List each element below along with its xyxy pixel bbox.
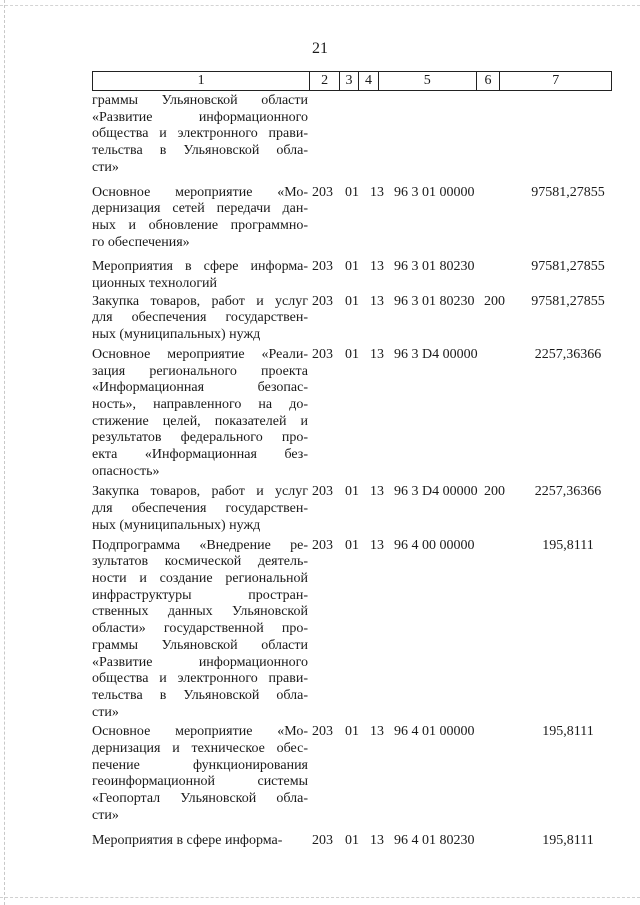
- row-name-line: сти»: [92, 159, 119, 175]
- row-name-line: области» государственной про-: [92, 621, 308, 637]
- row-col-7: 97581,27855: [531, 293, 605, 309]
- row-col-4: 13: [370, 484, 384, 500]
- row-name-line: Основное мероприятие «Реали-: [92, 346, 308, 362]
- row-name-line: го обеспечения»: [92, 234, 190, 250]
- row-col-3: 01: [345, 484, 359, 500]
- row-name-line: дернизация сетей передачи дан-: [92, 201, 308, 217]
- row-name-line: Мероприятия в сфере информа-: [92, 259, 308, 275]
- row-name: [92, 294, 308, 344]
- row-name-line: инфраструктуры простран-: [92, 587, 308, 603]
- table-row: [92, 833, 612, 850]
- header-col-7: 7: [499, 72, 611, 90]
- row-name-line: Закупка товаров, работ и услуг: [92, 293, 308, 309]
- row-name-line: екта «Информационная без-: [92, 447, 308, 463]
- row-col-3: 01: [345, 537, 359, 553]
- row-col-5: 96 4 01 80230: [394, 832, 475, 848]
- row-col-5: 96 3 01 00000: [394, 184, 475, 200]
- header-col-3: 3: [339, 72, 358, 90]
- row-name-line: Мероприятия в сфере информа-: [92, 832, 283, 848]
- row-col-3: 01: [345, 724, 359, 740]
- row-name-line: Основное мероприятие «Мо-: [92, 184, 308, 200]
- row-col-4: 13: [370, 346, 384, 362]
- table-row: [92, 259, 612, 292]
- scan-edge-left: [4, 0, 6, 905]
- row-col-2: 203: [312, 484, 333, 500]
- row-name-line: для обеспечения государствен-: [92, 501, 308, 517]
- row-name-line: результатов федерального про-: [92, 430, 308, 446]
- row-name: [92, 185, 308, 252]
- row-col-5: 96 4 00 00000: [394, 537, 475, 553]
- row-col-7: 97581,27855: [531, 184, 605, 200]
- row-name-line: для обеспечения государствен-: [92, 310, 308, 326]
- table-row: [92, 484, 612, 534]
- row-col-2: 203: [312, 537, 333, 553]
- row-col-4: 13: [370, 832, 384, 848]
- table-row: [92, 294, 612, 344]
- row-name-line: Подпрограмма «Внедрение ре-: [92, 537, 308, 553]
- header-col-1: 1: [197, 73, 205, 88]
- row-col-2: 203: [312, 346, 333, 362]
- page-number: 21: [312, 40, 328, 57]
- row-name-line: зультатов космической деятель-: [92, 554, 308, 570]
- scan-edge-bottom: [0, 897, 640, 899]
- row-col-7: 2257,36366: [534, 484, 602, 500]
- row-name-line: дернизация и техническое обес-: [92, 741, 308, 757]
- row-col-5: 96 3 D4 00000: [394, 484, 478, 500]
- row-name-line: граммы Ульяновской области: [92, 637, 308, 653]
- header-col-2: 2: [309, 72, 339, 90]
- row-name-line: граммы Ульяновской области: [92, 93, 308, 108]
- row-name: [92, 538, 308, 722]
- row-name-line: сти»: [92, 704, 119, 720]
- row-col-7: 2257,36366: [534, 346, 602, 362]
- row-name-line: ственных данных Ульяновской: [92, 604, 308, 620]
- row-col-2: 203: [312, 259, 333, 275]
- row-name-line: ных и обновление программно-: [92, 217, 308, 233]
- row-name-line: «Геопортал Ульяновской обла-: [92, 791, 308, 807]
- row-name-line: тельства в Ульяновской обла-: [92, 687, 308, 703]
- row-name-line: ных (муниципальных) нужд: [92, 517, 261, 533]
- row-name-line: сти»: [92, 807, 119, 823]
- row-name-line: геоинформационной системы: [92, 774, 308, 790]
- row-name-line: Закупка товаров, работ и услуг: [92, 484, 308, 500]
- row-col-4: 13: [370, 724, 384, 740]
- row-col-6: 200: [484, 293, 505, 309]
- row-name-line: опасность»: [92, 463, 160, 479]
- row-col-2: 203: [312, 184, 333, 200]
- row-name-line: общества и электронного прави-: [92, 671, 308, 687]
- table-header-row: [92, 71, 612, 91]
- row-name: [92, 484, 308, 534]
- row-col-3: 01: [345, 832, 359, 848]
- row-col-7: 195,8111: [542, 724, 594, 740]
- row-col-3: 01: [345, 184, 359, 200]
- header-col-4: 4: [358, 72, 378, 90]
- row-col-7: 97581,27855: [531, 259, 605, 275]
- row-col-3: 01: [345, 346, 359, 362]
- table-body: [92, 93, 612, 849]
- row-name: [92, 259, 308, 292]
- row-name-line: стижение целей, показателей и: [92, 413, 308, 429]
- header-col-5: 5: [378, 72, 476, 90]
- row-col-2: 203: [312, 832, 333, 848]
- row-name-line: тельства в Ульяновской обла-: [92, 143, 308, 159]
- row-name-line: ности и создание региональной: [92, 570, 308, 586]
- row-col-4: 13: [370, 293, 384, 309]
- row-col-4: 13: [370, 537, 384, 553]
- row-name-line: Основное мероприятие «Мо-: [92, 724, 308, 740]
- table-row: [92, 93, 612, 177]
- row-col-3: 01: [345, 259, 359, 275]
- table-row: [92, 185, 612, 252]
- row-col-5: 96 3 01 80230: [394, 293, 475, 309]
- row-col-5: 96 4 01 00000: [394, 724, 475, 740]
- table-row: [92, 724, 612, 824]
- row-col-4: 13: [370, 184, 384, 200]
- header-col-6: 6: [476, 72, 500, 90]
- row-name-line: «Развитие информационного: [92, 109, 308, 125]
- row-name-line: ность», направленного на до-: [92, 396, 308, 412]
- row-col-2: 203: [312, 724, 333, 740]
- row-col-5: 96 3 D4 00000: [394, 346, 478, 362]
- row-name: [92, 93, 308, 177]
- row-col-5: 96 3 01 80230: [394, 259, 475, 275]
- scan-edge-top: [0, 5, 640, 7]
- row-name-line: зация регионального проекта: [92, 363, 308, 379]
- table-row: [92, 347, 612, 481]
- row-name-line: «Информационная безопас-: [92, 380, 308, 396]
- row-col-6: 200: [484, 484, 505, 500]
- row-col-4: 13: [370, 259, 384, 275]
- row-col-7: 195,8111: [542, 832, 594, 848]
- row-col-7: 195,8111: [542, 537, 594, 553]
- row-name-line: «Развитие информационного: [92, 654, 308, 670]
- row-name-line: общества и электронного прави-: [92, 126, 308, 142]
- row-name-line: печение функционирования: [92, 757, 308, 773]
- row-name: [92, 724, 308, 824]
- row-col-3: 01: [345, 293, 359, 309]
- row-col-2: 203: [312, 293, 333, 309]
- row-name-line: ционных технологий: [92, 276, 218, 292]
- row-name: [92, 833, 308, 850]
- row-name-line: ных (муниципальных) нужд: [92, 327, 261, 343]
- table-row: [92, 538, 612, 722]
- row-name: [92, 347, 308, 481]
